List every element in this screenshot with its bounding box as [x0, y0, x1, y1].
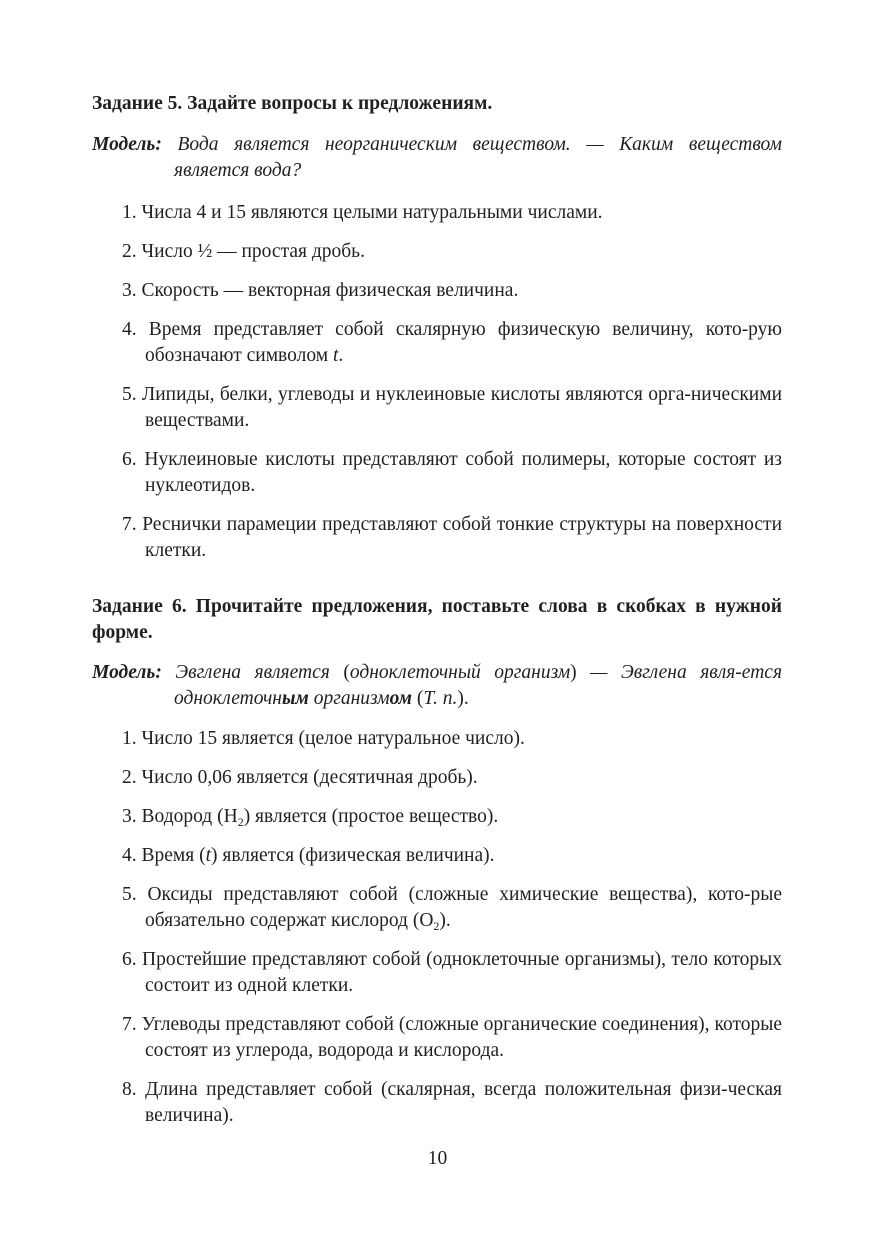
list-item: 6. Простейшие представляют собой (одноклеточные организмы), тело которых состоит из одной клетки. — [122, 949, 782, 996]
task-6-title: Задание 6. Прочитайте предложения, поставьте слова в скобках в нужной форме. — [92, 596, 782, 643]
task-5-title: Задание 5. Задайте вопросы к предложениям. — [92, 93, 493, 114]
model-text: Вода является неорганическим веществом. — Каким веществом является вода? — [174, 134, 782, 181]
list-item: 3. Скорость — векторная физическая величина. — [122, 280, 519, 301]
list-item: 4. Время (t) является (физическая величина). — [122, 845, 495, 866]
list-item: 2. Число ½ — простая дробь. — [122, 241, 365, 262]
task-5-list — [92, 200, 782, 564]
list-item: 7. Углеводы представляют собой (сложные органические соединения), которые состоят из углерода, водорода и кислорода. — [122, 1014, 782, 1061]
list-item: 5. Оксиды представляют собой (сложные химические вещества), кото-рые обязательно содержат кислород $(O_2)$. — [122, 884, 782, 933]
task-6-list — [92, 726, 782, 1129]
list-item: 6. Нуклеиновые кислоты представляют собой полимеры, которые состоят из нуклеотидов. — [122, 449, 782, 496]
list-item: 8. Длина представляет собой (скалярная, всегда положительная физи-ческая величина). — [122, 1079, 783, 1126]
list-item: 3. Водород $(H_2)$ является (простое вещество). — [122, 806, 499, 829]
list-item: 7. Реснички парамеции представляют собой тонкие структуры на поверхности клетки. — [122, 514, 782, 561]
list-item: 1. Числа 4 и 15 являются целыми натуральными числами. — [122, 202, 603, 223]
list-item: 4. Время представляет собой скалярную физическую величину, кото-рую обозначают символом t. — [122, 319, 782, 366]
page-number: 10 — [427, 1148, 448, 1169]
list-item: 5. Липиды, белки, углеводы и нуклеиновые кислоты являются орга-ническими веществами. — [122, 384, 782, 431]
model-label: Модель: — [92, 662, 162, 683]
model-label: Модель: — [92, 134, 162, 155]
task-5-model — [92, 132, 782, 184]
list-item: 1. Число 15 является (целое натуральное число). — [122, 728, 525, 749]
task-6-model: Модель: Эвглена является (одноклеточный организм) — Эвглена явля-ется одноклеточным организмом (Т. п.). — [92, 662, 783, 709]
page-content — [92, 91, 782, 1129]
list-item: 2. Число 0,06 является (десятичная дробь). — [122, 767, 478, 788]
